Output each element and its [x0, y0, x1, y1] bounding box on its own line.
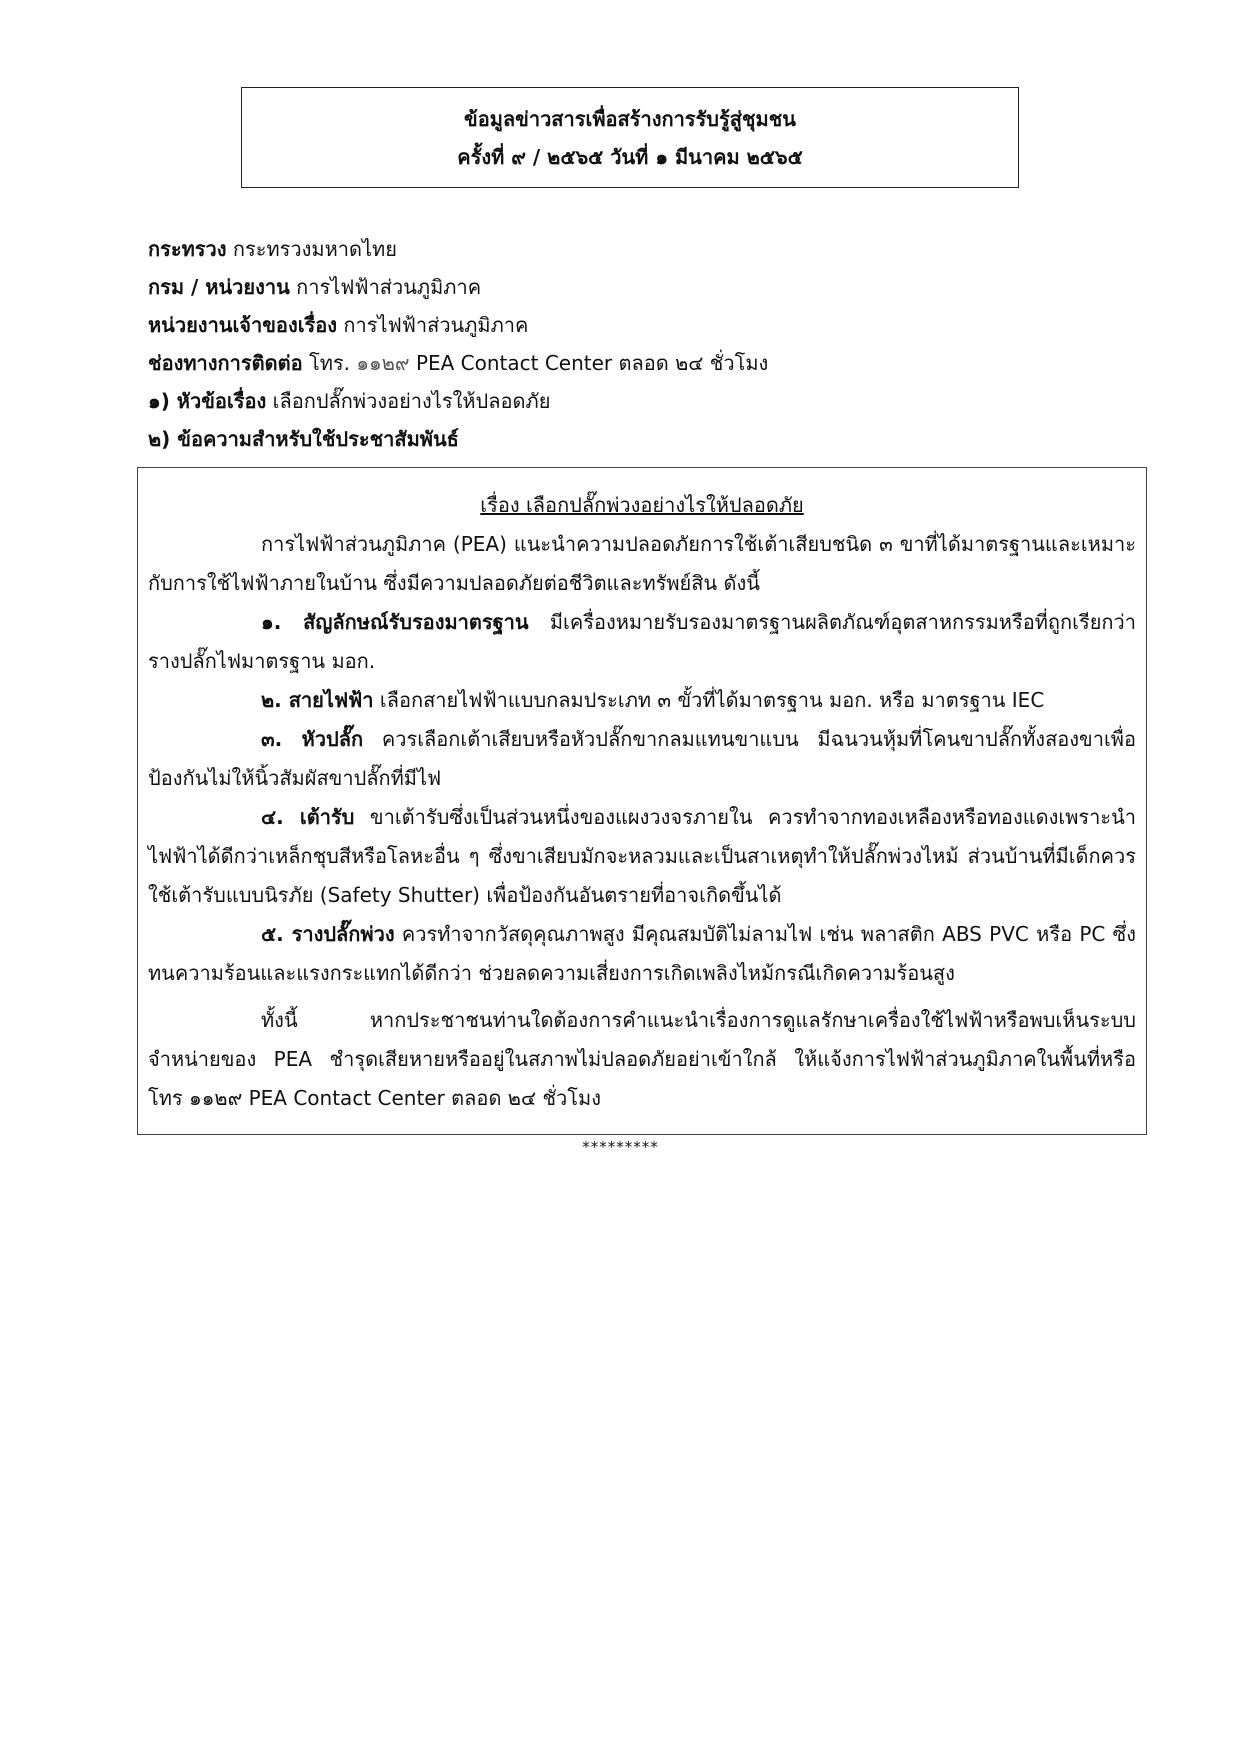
item-paragraph	[148, 915, 1136, 993]
meta-contact-tel: โทร.	[308, 351, 350, 375]
item-text: ควรทำจากวัสดุคุณภาพสูง มีคุณสมบัติไม่ลามไฟ เช่น พลาสติก ABS PVC หรือ PC ซึ่งทนความร้อนและแรงกระแทกได้ดีกว่า ช่วยลดความเสี่ยงการเกิดเพลิงไหม้กรณีเกิดความร้อนสูง	[148, 922, 1137, 985]
meta-ministry	[148, 230, 768, 268]
item-heading: ๒. สายไฟฟ้า	[261, 688, 374, 712]
meta-owner-label: หน่วยงานเจ้าของเรื่อง	[148, 313, 338, 337]
meta-ministry-value: กระทรวงมหาดไทย	[232, 237, 397, 261]
meta-section	[148, 230, 768, 458]
closing-paragraph: ทั้งนี้ หากประชาชนท่านใดต้องการคำแนะนำเรื่องการดูแลรักษาเครื่องใช้ไฟฟ้าหรือพบเห็นระบบจำหน่ายของ PEA ชำรุดเสียหายหรืออยู่ในสภาพไม่ปลอดภัยอย่าเข้าใกล้ ให้แจ้งการไฟฟ้าส่วนภูมิภาคในพื้นที่หรือโทร ๑๑๒๙ PEA Contact Center ตลอด ๒๔ ชั่วโมง	[148, 1008, 1136, 1110]
header-title: ข้อมูลข่าวสารเพื่อสร้างการรับรู้สู่ชุมชน	[464, 106, 796, 131]
meta-subject	[148, 382, 768, 420]
meta-department	[148, 268, 768, 306]
meta-contact	[148, 344, 768, 382]
item-text: ควรเลือกเต้าเสียบหรือหัวปลั๊กขากลมแทนขาแบน มีฉนวนหุ้มที่โคนขาปลั๊กทั้งสองขาเพื่อป้องกันไม่ให้นิ้วสัมผัสขาปลั๊กที่มีไฟ	[148, 727, 1136, 790]
meta-contact-number: ๑๑๒๙	[356, 351, 410, 375]
item-text: ขาเต้ารับซึ่งเป็นส่วนหนึ่งของแผงวงจรภายใน ควรทำจากทองเหลืองหรือทองแดงเพราะนำไฟฟ้าได้ดีกว่าเหล็กชุบสีหรือโลหะอื่น ๆ ซึ่งขาเสียบมักจะหลวมและเป็นสาเหตุทำให้ปลั๊กพ่วงไหม้ ส่วนบ้านที่มีเด็กควรใช้เต้ารับแบบนิรภัย (Safety Shutter) เพื่อป้องกันอันตรายที่อาจเกิดขึ้นได้	[148, 805, 1136, 907]
meta-message	[148, 420, 768, 458]
item-heading: ๔. เต้ารับ	[261, 805, 355, 829]
meta-department-label: กรม / หน่วยงาน	[148, 275, 290, 299]
header-issue: ครั้งที่ ๙ / ๒๕๖๕ วันที่ ๑ มีนาคม ๒๕๖๕	[457, 144, 803, 169]
item-paragraph	[148, 603, 1136, 681]
meta-department-value: การไฟฟ้าส่วนภูมิภาค	[296, 275, 482, 299]
meta-owner	[148, 306, 768, 344]
end-mark: *********	[582, 1138, 659, 1156]
meta-owner-value: การไฟฟ้าส่วนภูมิภาค	[343, 313, 529, 337]
item-text: มีเครื่องหมายรับรองมาตรฐานผลิตภัณฑ์อุตสาหกรรมหรือที่ถูกเรียกว่า รางปลั๊กไฟมาตรฐาน มอก.	[148, 610, 1136, 673]
meta-subject-label: ๑) หัวข้อเรื่อง	[148, 389, 267, 413]
content-box	[137, 467, 1147, 1135]
story-title: เรื่อง เลือกปลั๊กพ่วงอย่างไรให้ปลอดภัย	[480, 493, 804, 517]
meta-contact-rest: PEA Contact Center ตลอด ๒๔ ชั่วโมง	[415, 351, 769, 375]
meta-contact-label: ช่องทางการติดต่อ	[148, 351, 303, 375]
item-text: เลือกสายไฟฟ้าแบบกลมประเภท ๓ ขั้วที่ได้มาตรฐาน มอก. หรือ มาตรฐาน IEC	[379, 688, 1045, 712]
item-heading: ๑. สัญลักษณ์รับรองมาตรฐาน	[261, 610, 529, 634]
meta-ministry-label: กระทรวง	[148, 237, 227, 261]
item-paragraph	[148, 720, 1136, 798]
item-heading: ๓. หัวปลั๊ก	[261, 727, 364, 751]
header-box	[241, 87, 1019, 188]
item-paragraph	[148, 798, 1136, 915]
meta-message-label: ๒) ข้อความสำหรับใช้ประชาสัมพันธ์	[148, 427, 459, 451]
intro-paragraph: การไฟฟ้าส่วนภูมิภาค (PEA) แนะนำความปลอดภัยการใช้เต้าเสียบชนิด ๓ ขาที่ได้มาตรฐานและเหมาะกับการใช้ไฟฟ้าภายในบ้าน ซึ่งมีความปลอดภัยต่อชีวิตและทรัพย์สิน ดังนี้	[148, 532, 1136, 595]
item-heading: ๕. รางปลั๊กพ่วง	[261, 922, 395, 946]
meta-subject-value: เลือกปลั๊กพ่วงอย่างไรให้ปลอดภัย	[272, 389, 551, 413]
item-paragraph	[148, 681, 1136, 720]
